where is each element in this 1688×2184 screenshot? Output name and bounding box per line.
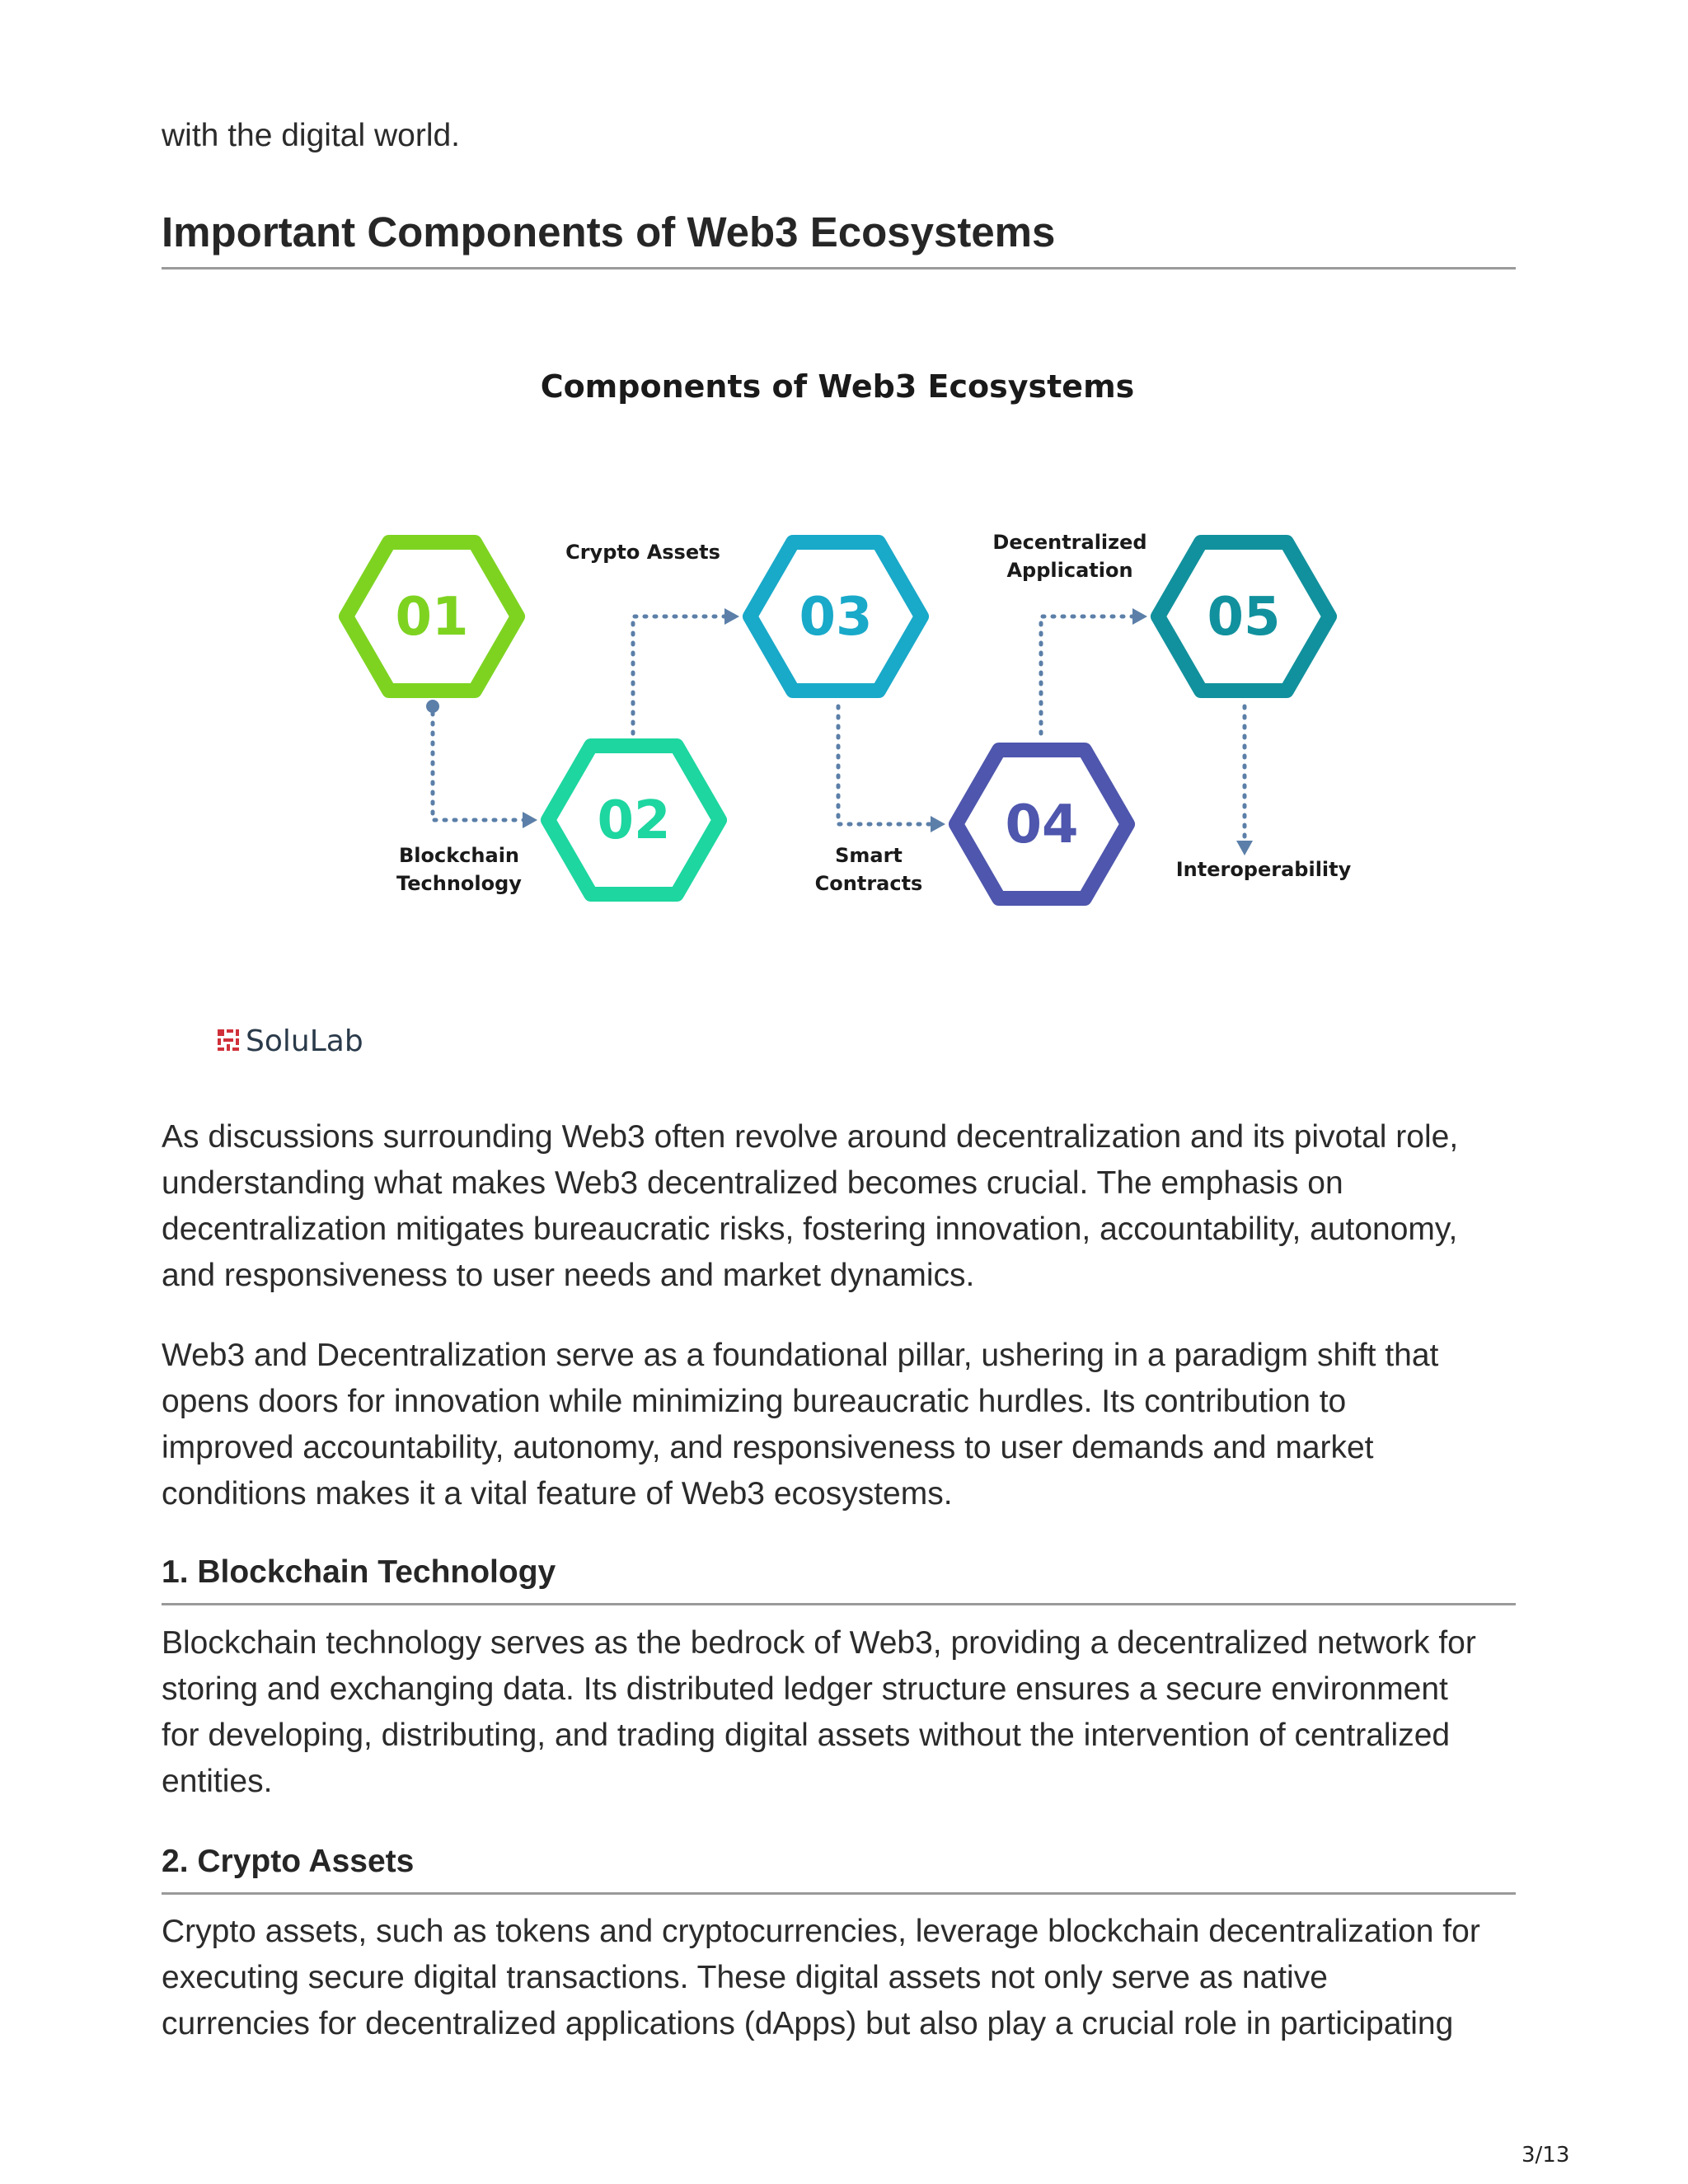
paragraph-2 xyxy=(162,1333,1530,1517)
connector-03-04 xyxy=(838,706,935,824)
arrowhead-icon xyxy=(931,816,945,832)
step-05-hexagon xyxy=(1158,542,1329,691)
step-01-number: 01 xyxy=(395,587,469,648)
page-number: 3/13 xyxy=(1522,2143,1570,2168)
step-01-hexagon xyxy=(346,542,518,691)
paragraph-line: improved accountability, autonomy, and responsiveness to user demands and market xyxy=(162,1430,1374,1465)
step-01-label-line2: Technology xyxy=(396,872,522,895)
section-heading: Important Components of Web3 Ecosystems xyxy=(162,209,1056,255)
solulab-logo xyxy=(218,1024,363,1058)
connector-04-05 xyxy=(1041,616,1137,733)
step-02-number: 02 xyxy=(597,790,671,851)
connector-01-02 xyxy=(433,713,528,820)
paragraph-line: executing secure digital transactions. These digital assets not only serve as native xyxy=(162,1960,1328,1995)
subsection-divider xyxy=(162,1892,1516,1895)
paragraph-line: storing and exchanging data. Its distributed ledger structure ensures a secure environment xyxy=(162,1671,1448,1707)
paragraph-line: and responsiveness to user needs and market dynamics. xyxy=(162,1258,975,1293)
arrowhead-icon xyxy=(523,812,537,828)
heading-divider xyxy=(162,267,1516,269)
step-04-hexagon xyxy=(956,750,1128,898)
step-01-label-line1: Blockchain xyxy=(398,844,520,867)
step-04-number: 04 xyxy=(1005,794,1079,855)
step-03-label-line2: Contracts xyxy=(814,872,923,895)
subsection-divider xyxy=(162,1603,1516,1605)
paragraph-line: Blockchain technology serves as the bedrock of Web3, providing a decentralized network for xyxy=(162,1625,1476,1661)
step-03-label-line1: Smart xyxy=(835,844,903,867)
step-04-label-line2: Application xyxy=(1006,559,1133,582)
step-02-label: Crypto Assets xyxy=(565,541,720,564)
paragraph-line: As discussions surrounding Web3 often revolve around decentralization and its pivotal role, xyxy=(162,1119,1459,1155)
step-03-number: 03 xyxy=(799,587,873,648)
subsection-body-crypto-assets xyxy=(162,1909,1530,2047)
step-05-label: Interoperability xyxy=(1175,858,1352,881)
step-02-hexagon xyxy=(548,746,720,894)
step-04-label-line1: Decentralized xyxy=(992,531,1147,554)
components-infographic xyxy=(0,346,1688,1088)
arrowhead-icon xyxy=(1236,841,1253,855)
connector-02-03 xyxy=(633,616,729,733)
paragraph-line: Crypto assets, such as tokens and cryptocurrencies, leverage blockchain decentralization for xyxy=(162,1914,1480,1949)
subsection-heading-crypto-assets: 2. Crypto Assets xyxy=(162,1844,415,1879)
paragraph-1 xyxy=(162,1114,1530,1299)
paragraph-line: currencies for decentralized applications (dApps) but also play a crucial role in participating xyxy=(162,2006,1454,2041)
solulab-logo-icon xyxy=(218,1029,239,1051)
paragraph-line: for developing, distributing, and trading digital assets without the intervention of centralized xyxy=(162,1718,1451,1753)
paragraph-line: understanding what makes Web3 decentralized becomes crucial. The emphasis on xyxy=(162,1165,1343,1201)
step-05-number: 05 xyxy=(1207,587,1281,648)
arrowhead-icon xyxy=(724,608,739,625)
figure-title: Components of Web3 Ecosystems xyxy=(540,368,1135,405)
paragraph-line: decentralization mitigates bureaucratic risks, fostering innovation, accountability, autonomy, xyxy=(162,1212,1458,1247)
subsection-heading-blockchain: 1. Blockchain Technology xyxy=(162,1554,556,1590)
solulab-logo-text: SoluLab xyxy=(246,1024,363,1058)
paragraph-tail: with the digital world. xyxy=(162,118,461,153)
paragraph-line: entities. xyxy=(162,1764,273,1799)
step-03-hexagon xyxy=(750,542,921,691)
paragraph-line: opens doors for innovation while minimizing bureaucratic hurdles. Its contribution to xyxy=(162,1384,1347,1419)
paragraph-line: Web3 and Decentralization serve as a foundational pillar, ushering in a paradigm shift that xyxy=(162,1338,1439,1373)
subsection-body-blockchain xyxy=(162,1620,1530,1805)
arrowhead-icon xyxy=(1132,608,1147,625)
paragraph-line: conditions makes it a vital feature of Web3 ecosystems. xyxy=(162,1476,953,1511)
